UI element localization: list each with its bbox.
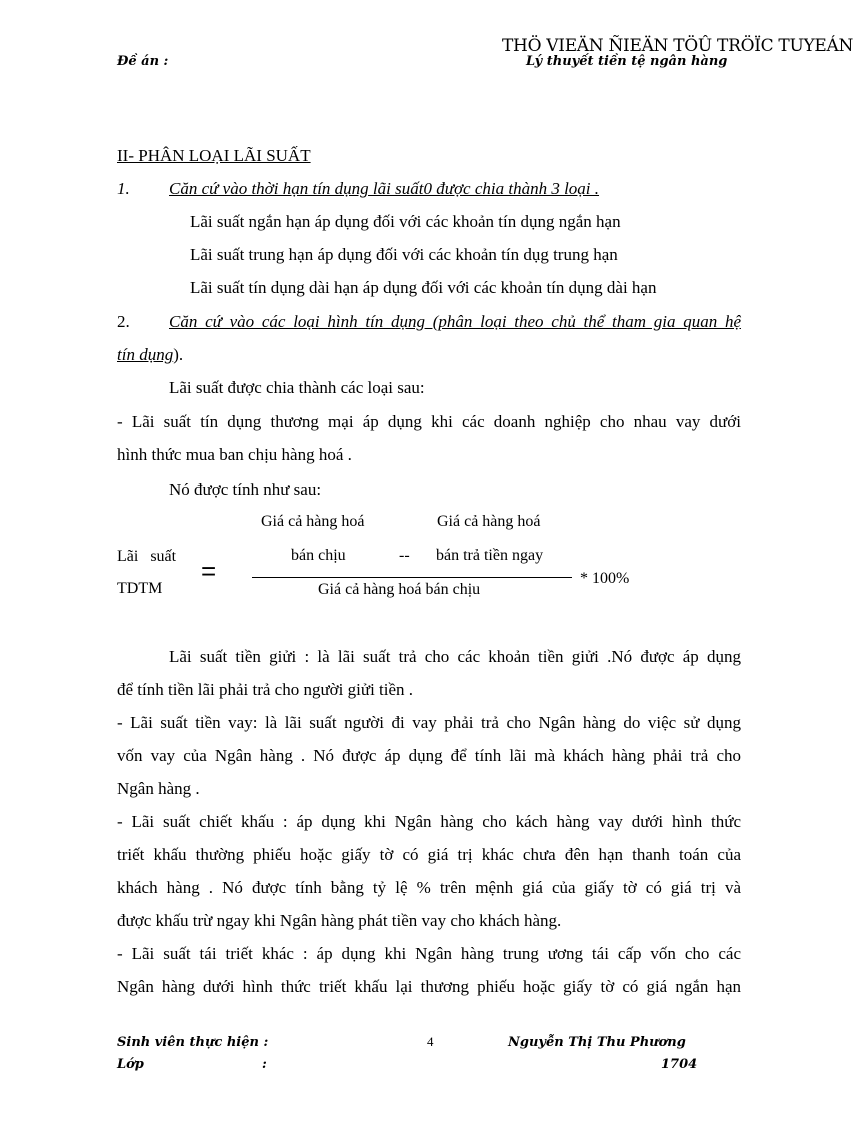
commercial-rate-line1: - Lãi suất tín dụng thương mại áp dụng khi các doanh nghiệp cho nhau vay dưới: [117, 412, 741, 431]
formula-lhs-line2: TDTM: [117, 580, 163, 597]
loan-rate-line3: Ngân hàng .: [117, 779, 200, 798]
rediscount-rate-line1: - Lãi suất tái triết khác : áp dụng khi Ngân hàng trung ương tái cấp vốn cho các: [117, 944, 741, 963]
deposit-rate-line1: Lãi suất tiền giửi : là lãi suất trả cho các khoản tiền giửi .Nó được áp dụng: [169, 647, 741, 666]
header-project-label: Đề án :: [117, 54, 169, 69]
formula-equals: =: [201, 556, 217, 586]
loan-rate-line1: - Lãi suất tiền vay: là lãi suất người đi vay phải trả cho Ngân hàng do việc sử dụng: [117, 713, 741, 732]
formula-minus: --: [399, 547, 410, 564]
rediscount-rate-line2: Ngân hàng dưới hình thức triết khấu lại thương phiếu hoặc giấy tờ có giá ngắn hạn: [117, 977, 741, 996]
deposit-rate-line2: để tính tiền lãi phải trả cho người giửi tiền .: [117, 680, 414, 699]
footer-class-value: 1704: [661, 1057, 698, 1072]
discount-rate-line2: triết khấu thường phiếu hoặc giấy tờ có giá trị khác chưa đên hạn thanh toán của: [117, 845, 741, 864]
item1-line-long-term: Lãi suất tín dụng dài hạn áp dụng đối với các khoản tín dụng dài hạn: [190, 278, 657, 297]
page-number: 4: [427, 1034, 434, 1049]
formula-num-right-1: Giá cả hàng hoá: [437, 513, 541, 530]
item1-line-medium-term: Lãi suất trung hạn áp dụng đối với các khoản tín dụg trung hạn: [190, 245, 618, 264]
commercial-rate-line2: hình thức mua ban chịu hàng hoá .: [117, 445, 352, 464]
formula-num-left-1: Giá cả hàng hoá: [261, 513, 365, 530]
header-subject-title: Lý thuyết tiền tệ ngân hàng: [526, 54, 728, 69]
item1-line-short-term: Lãi suất ngắn hạn áp dụng đối với các khoản tín dụng ngắn hạn: [190, 212, 621, 231]
footer-class-colon: :: [262, 1057, 267, 1072]
formula-num-left-2: bán chịu: [291, 547, 346, 564]
item1-number: 1.: [117, 179, 130, 198]
section-heading: II- PHÂN LOẠI LÃI SUẤT: [117, 146, 311, 165]
formula-intro: Nó được tính như sau:: [169, 480, 322, 499]
item2-title-close: ).: [173, 345, 184, 364]
types-intro: Lãi suất được chia thành các loại sau:: [169, 378, 425, 397]
item2-number: 2.: [117, 312, 130, 331]
item1-title: Căn cứ vào thời hạn tín dụng lãi suất0 được chia thành 3 loại .: [169, 179, 600, 198]
formula-num-right-2: bán trả tiền ngay: [436, 547, 544, 564]
formula-lhs-line1: Lãi suất: [117, 548, 177, 565]
item2-title-line2: [117, 345, 183, 365]
formula-multiplier: * 100%: [580, 570, 630, 587]
footer-student-name: Nguyễn Thị Thu Phương: [508, 1035, 686, 1050]
formula-denominator: Giá cả hàng hoá bán chịu: [318, 581, 481, 598]
discount-rate-line1: - Lãi suất chiết khấu : áp dụng khi Ngân hàng cho kách hàng vay dưới hình thức: [117, 812, 741, 831]
formula-fraction-bar: [252, 577, 572, 578]
item2-title-tail: tín dụng: [117, 345, 174, 364]
footer-student-label: Sinh viên thực hiện :: [117, 1035, 269, 1050]
header-site-title: THÖ VIEÄN ÑIEÄN TÖÛ TRÖÏC TUYEÁN: [502, 36, 853, 56]
discount-rate-line4: được khấu trừ ngay khi Ngân hàng phát tiền vay cho khách hàng.: [117, 911, 562, 930]
item2-title-line1: Căn cứ vào các loại hình tín dụng (phân loại theo chủ thể tham gia quan hệ: [169, 312, 741, 331]
loan-rate-line2: vốn vay của Ngân hàng . Nó được áp dụng để tính lãi mà khách hàng phải trả cho: [117, 746, 741, 765]
discount-rate-line3: khách hàng . Nó được tính bằng tỷ lệ % trên mệnh giá của giấy tờ có giá trị và: [117, 878, 741, 897]
footer-class-label: Lớp: [117, 1057, 144, 1072]
